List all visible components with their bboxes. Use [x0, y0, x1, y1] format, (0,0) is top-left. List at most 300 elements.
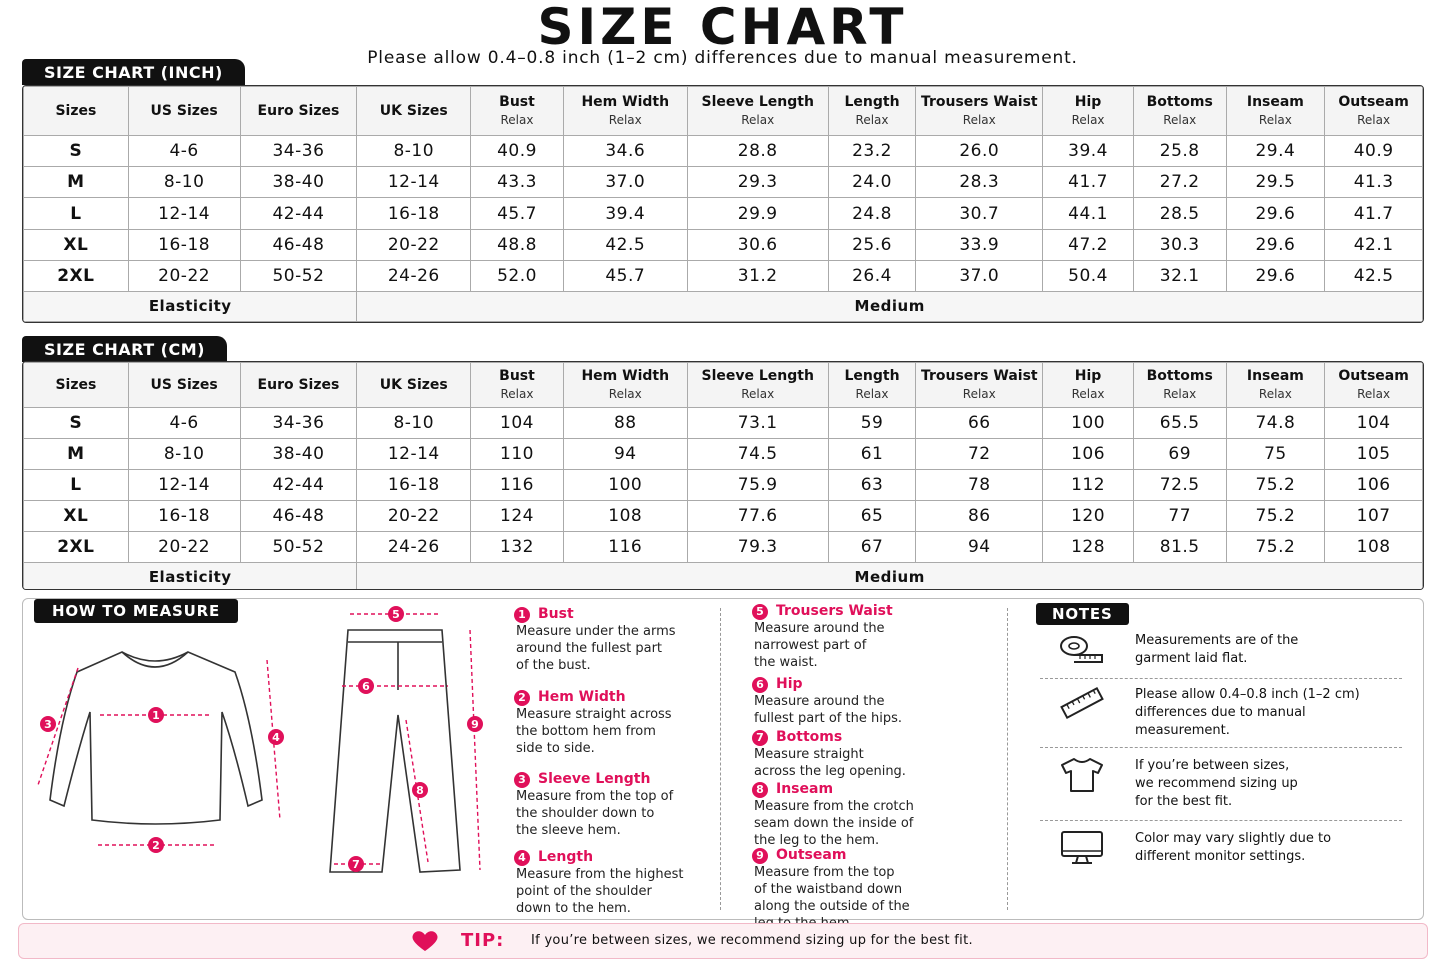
column-header-sub: Relax — [1258, 387, 1292, 401]
table-cell: 105 — [1325, 439, 1423, 470]
note-line: measurement. — [1135, 723, 1230, 738]
table-cell: 26.4 — [828, 260, 916, 291]
table-cell: 12-14 — [357, 167, 471, 198]
note-line: Color may vary slightly due to — [1135, 831, 1332, 846]
table-cell: 8-10 — [357, 408, 471, 439]
table-cell: 45.7 — [563, 260, 687, 291]
step-description: the bottom hem from — [516, 724, 656, 739]
note-line: garment laid flat. — [1135, 651, 1248, 666]
table-cell: 8-10 — [128, 439, 240, 470]
measure-step-outseam — [752, 847, 910, 932]
table-cell: 65.5 — [1133, 408, 1226, 439]
column-header-title: Hip — [1074, 94, 1102, 111]
column-header-sub: Relax — [500, 113, 534, 128]
note-separator — [1040, 820, 1402, 821]
step-description: of the bust. — [516, 658, 591, 673]
step-description: point of the shoulder — [516, 884, 652, 899]
tshirt-icon — [1058, 757, 1106, 797]
step-description: the leg to the hem. — [754, 833, 880, 848]
step-description: narrowest part of — [754, 638, 867, 653]
note-line: different monitor settings. — [1135, 849, 1306, 864]
table-cell: 32.1 — [1133, 260, 1226, 291]
table-cell: 65 — [828, 501, 916, 532]
table-cell: 52.0 — [471, 260, 564, 291]
column-header-title: Sleeve Length — [701, 94, 814, 111]
step-description: Measure around the — [754, 621, 885, 636]
table-cell: 39.4 — [1043, 136, 1134, 167]
column-header-sub: Relax — [741, 113, 775, 128]
measure-step-inseam — [752, 781, 914, 849]
diagram-number-8: 8 — [416, 784, 424, 797]
table-cell: 29.6 — [1226, 198, 1325, 229]
column-header — [687, 87, 828, 136]
table-cell: 42-44 — [240, 198, 357, 229]
note-line: differences due to manual — [1135, 705, 1306, 720]
step-title: Bust — [538, 606, 574, 622]
step-number: 6 — [752, 677, 768, 693]
table-header-row — [24, 363, 1423, 408]
table-cell: 42.5 — [1325, 260, 1423, 291]
column-header — [24, 363, 129, 408]
diagram-number-6: 6 — [362, 680, 370, 693]
table-cell: 43.3 — [471, 167, 564, 198]
table-cell: 28.3 — [916, 167, 1043, 198]
step-number: 5 — [752, 604, 768, 620]
table-cell: 66 — [916, 408, 1043, 439]
table-cell: 42-44 — [240, 470, 357, 501]
table-cell: 42.1 — [1325, 229, 1423, 260]
step-description: the sleeve hem. — [516, 823, 621, 838]
outseam-line — [470, 630, 480, 870]
table-cell: 8-10 — [128, 167, 240, 198]
column-header-sub: Relax — [1071, 387, 1105, 401]
diagram-number-5: 5 — [392, 608, 400, 621]
step-description: the shoulder down to — [516, 806, 655, 821]
table-cell: 34.6 — [563, 136, 687, 167]
table-cell: 94 — [563, 439, 687, 470]
table-cell: 20-22 — [128, 532, 240, 563]
table-cell: 132 — [471, 532, 564, 563]
table-cell: 128 — [1043, 532, 1134, 563]
table-cell: 40.9 — [471, 136, 564, 167]
measure-step-bust — [514, 606, 676, 674]
table-cell: 94 — [916, 532, 1043, 563]
table-row — [24, 229, 1423, 260]
column-header — [687, 363, 828, 408]
table-cell: 63 — [828, 470, 916, 501]
measure-step-trousers-waist — [752, 603, 893, 671]
table-cell: 75 — [1226, 439, 1325, 470]
diagram-number-4: 4 — [272, 731, 280, 744]
step-title: Length — [538, 849, 594, 865]
column-header-title: Bottoms — [1146, 94, 1213, 111]
page-title: SIZE CHART — [537, 0, 908, 56]
table-cell: 44.1 — [1043, 198, 1134, 229]
page-subtitle: Please allow 0.4–0.8 inch (1–2 cm) differences due to manual measurement. — [367, 48, 1078, 68]
table-cell: 61 — [828, 439, 916, 470]
column-header — [357, 87, 471, 136]
table-row — [24, 260, 1423, 291]
step-description: seam down the inside of — [754, 816, 914, 831]
table-row — [24, 198, 1423, 229]
column-header-sub: Relax — [608, 113, 642, 128]
table-cell: 29.6 — [1226, 260, 1325, 291]
table-cell: 24-26 — [357, 532, 471, 563]
heart-icon — [411, 930, 439, 952]
column-header-title: Length — [844, 368, 900, 384]
table-cell: 29.9 — [687, 198, 828, 229]
table-cell: 108 — [563, 501, 687, 532]
column-header — [471, 363, 564, 408]
step-number: 9 — [752, 848, 768, 864]
step-description: Measure under the arms — [516, 624, 676, 639]
column-header — [563, 363, 687, 408]
size-cell: M — [24, 167, 129, 198]
step-number: 7 — [752, 730, 768, 746]
tip-text: If you’re between sizes, we recommend sizing up for the best fit. — [531, 933, 973, 948]
step-description: Measure from the crotch — [754, 799, 914, 814]
diagram-number-9: 9 — [471, 718, 479, 731]
column-header — [1226, 363, 1325, 408]
step-number: 4 — [514, 850, 530, 866]
table-cell: 67 — [828, 532, 916, 563]
elasticity-row — [24, 563, 1423, 591]
step-description: fullest part of the hips. — [754, 711, 902, 726]
step-title: Outseam — [776, 847, 847, 863]
table-cell: 16-18 — [357, 470, 471, 501]
column-header-title: Bust — [499, 368, 535, 384]
column-header — [1133, 363, 1226, 408]
note-separator — [1040, 678, 1402, 679]
table-cell: 50.4 — [1043, 260, 1134, 291]
table-cell: 116 — [471, 470, 564, 501]
monitor-icon — [1058, 830, 1106, 870]
column-header-sub: Relax — [1163, 113, 1197, 128]
table-row — [24, 532, 1423, 563]
column-header-title: Euro Sizes — [257, 103, 340, 120]
step-description: down to the hem. — [516, 901, 631, 916]
diagram-number-1: 1 — [152, 709, 160, 722]
tip-label: TIP: — [461, 930, 505, 951]
table-cell: 33.9 — [916, 229, 1043, 260]
table-cell: 29.3 — [687, 167, 828, 198]
column-header-title: Hem Width — [581, 368, 670, 384]
ruler-icon — [1058, 686, 1106, 726]
shirt-outline — [50, 652, 262, 824]
step-description: across the leg opening. — [754, 764, 906, 779]
table-cell: 86 — [916, 501, 1043, 532]
table-cell: 4-6 — [128, 408, 240, 439]
size-cell: L — [24, 198, 129, 229]
note-text — [1135, 686, 1395, 740]
note-line: Please allow 0.4–0.8 inch (1–2 cm) — [1135, 687, 1360, 702]
note-text — [1135, 757, 1395, 811]
column-header-sub: Relax — [1163, 387, 1197, 401]
column-header-title: US Sizes — [150, 377, 218, 393]
table-cell: 100 — [1043, 408, 1134, 439]
table-cell: 116 — [563, 532, 687, 563]
diagram-number-7: 7 — [352, 858, 360, 871]
step-title: Bottoms — [776, 729, 843, 745]
size-cell: 2XL — [24, 260, 129, 291]
table-cell: 27.2 — [1133, 167, 1226, 198]
column-header — [357, 363, 471, 408]
column-header-title: Trousers Waist — [920, 94, 1038, 111]
table-header-row — [24, 87, 1423, 136]
table-cell: 77 — [1133, 501, 1226, 532]
step-title: Hem Width — [538, 689, 626, 705]
how-to-measure-tab: HOW TO MEASURE — [34, 599, 238, 623]
elasticity-label: Elasticity — [24, 291, 357, 321]
column-header-title: Outseam — [1338, 368, 1409, 384]
table-cell: 59 — [828, 408, 916, 439]
step-number: 2 — [514, 690, 530, 706]
table-cell: 104 — [1325, 408, 1423, 439]
column-header-sub: Relax — [1258, 113, 1292, 128]
column-header — [240, 363, 357, 408]
table-cell: 110 — [471, 439, 564, 470]
size-cell: S — [24, 408, 129, 439]
table-cell: 38-40 — [240, 439, 357, 470]
table-cell: 74.8 — [1226, 408, 1325, 439]
column-header — [828, 87, 916, 136]
table-row — [24, 408, 1423, 439]
table-cell: 72.5 — [1133, 470, 1226, 501]
notes-divider — [1007, 608, 1008, 910]
column-header-title: Bottoms — [1146, 368, 1213, 384]
table-cell: 42.5 — [563, 229, 687, 260]
table-cell: 26.0 — [916, 136, 1043, 167]
table-cell: 20-22 — [357, 229, 471, 260]
note-line: for the best fit. — [1135, 794, 1233, 809]
column-header — [916, 87, 1043, 136]
elasticity-value: Medium — [357, 291, 1423, 321]
notes-tab: NOTES — [1036, 603, 1129, 625]
table-cell: 41.7 — [1043, 167, 1134, 198]
step-description: Measure straight across — [516, 707, 672, 722]
cm-size-table — [22, 361, 1424, 590]
table-row — [24, 136, 1423, 167]
note-line: Measurements are of the — [1135, 633, 1299, 648]
table-cell: 30.7 — [916, 198, 1043, 229]
step-description: Measure straight — [754, 747, 864, 762]
column-header — [916, 363, 1043, 408]
inch-size-table — [22, 85, 1424, 323]
column-header — [563, 87, 687, 136]
column-header — [471, 87, 564, 136]
column-header-sub: Relax — [855, 113, 889, 128]
table-cell: 20-22 — [128, 260, 240, 291]
column-header — [1226, 87, 1325, 136]
column-header-title: Euro Sizes — [257, 377, 340, 393]
column-header-title: UK Sizes — [379, 377, 448, 393]
column-header-sub: Relax — [855, 387, 889, 401]
table-cell: 47.2 — [1043, 229, 1134, 260]
table-cell: 39.4 — [563, 198, 687, 229]
size-cell: S — [24, 136, 129, 167]
column-header — [128, 87, 240, 136]
step-number: 3 — [514, 772, 530, 788]
table-cell: 20-22 — [357, 501, 471, 532]
table-cell: 41.7 — [1325, 198, 1423, 229]
table-cell: 78 — [916, 470, 1043, 501]
column-header — [1133, 87, 1226, 136]
step-description: along the outside of the — [754, 899, 910, 914]
table-cell: 73.1 — [687, 408, 828, 439]
column-header-sub: Relax — [608, 387, 642, 401]
table-cell: 25.8 — [1133, 136, 1226, 167]
steps-divider — [720, 608, 721, 910]
table-cell: 29.6 — [1226, 229, 1325, 260]
step-title: Sleeve Length — [538, 771, 651, 787]
column-header-title: Inseam — [1246, 94, 1304, 111]
diagram-number-3: 3 — [44, 718, 52, 731]
table-cell: 74.5 — [687, 439, 828, 470]
table-cell: 37.0 — [916, 260, 1043, 291]
size-cell: XL — [24, 501, 129, 532]
table-cell: 28.8 — [687, 136, 828, 167]
table-cell: 8-10 — [357, 136, 471, 167]
table-cell: 69 — [1133, 439, 1226, 470]
table-cell: 124 — [471, 501, 564, 532]
table-cell: 107 — [1325, 501, 1423, 532]
table-cell: 40.9 — [1325, 136, 1423, 167]
column-header-title: Bust — [499, 94, 535, 111]
table-cell: 30.6 — [687, 229, 828, 260]
table-cell: 38-40 — [240, 167, 357, 198]
table-cell: 30.3 — [1133, 229, 1226, 260]
column-header-title: Hip — [1074, 368, 1102, 384]
table-cell: 24-26 — [357, 260, 471, 291]
step-description: of the waistband down — [754, 882, 903, 897]
column-header-title: Sleeve Length — [701, 368, 814, 384]
note-text — [1135, 830, 1395, 866]
table-cell: 88 — [563, 408, 687, 439]
column-header-sub: Relax — [500, 387, 534, 401]
table-cell: 31.2 — [687, 260, 828, 291]
pants-outline — [330, 630, 460, 872]
column-header-title: Length — [844, 94, 900, 111]
cm-chart-tab: SIZE CHART (CM) — [22, 336, 227, 362]
table-cell: 75.2 — [1226, 470, 1325, 501]
note-line: If you’re between sizes, — [1135, 758, 1290, 773]
column-header — [24, 87, 129, 136]
inch-chart-tab: SIZE CHART (INCH) — [22, 59, 245, 85]
column-header — [828, 363, 916, 408]
table-cell: 24.8 — [828, 198, 916, 229]
pants-diagram — [320, 600, 500, 890]
column-header-title: US Sizes — [150, 103, 218, 120]
table-row — [24, 501, 1423, 532]
tip-banner — [18, 923, 1428, 959]
table-cell: 16-18 — [128, 501, 240, 532]
table-cell: 81.5 — [1133, 532, 1226, 563]
column-header-title: Inseam — [1246, 368, 1304, 384]
table-cell: 16-18 — [357, 198, 471, 229]
step-number: 8 — [752, 782, 768, 798]
measuring-tape-icon — [1058, 632, 1106, 672]
table-cell: 75.2 — [1226, 532, 1325, 563]
measure-step-bottoms — [752, 729, 906, 780]
column-header — [1325, 87, 1423, 136]
table-cell: 24.0 — [828, 167, 916, 198]
step-title: Hip — [776, 676, 803, 692]
size-cell: 2XL — [24, 532, 129, 563]
table-cell: 46-48 — [240, 501, 357, 532]
table-cell: 120 — [1043, 501, 1134, 532]
note-text — [1135, 632, 1395, 668]
table-cell: 48.8 — [471, 229, 564, 260]
table-cell: 45.7 — [471, 198, 564, 229]
step-description: Measure from the top — [754, 865, 895, 880]
elasticity-label: Elasticity — [24, 563, 357, 591]
table-cell: 46-48 — [240, 229, 357, 260]
table-cell: 12-14 — [128, 198, 240, 229]
column-header-title: Outseam — [1338, 94, 1409, 111]
table-cell: 112 — [1043, 470, 1134, 501]
table-row — [24, 167, 1423, 198]
measure-step-length — [514, 849, 683, 917]
table-cell: 100 — [563, 470, 687, 501]
step-description: Measure around the — [754, 694, 885, 709]
note-line: we recommend sizing up — [1135, 776, 1298, 791]
table-cell: 16-18 — [128, 229, 240, 260]
table-cell: 77.6 — [687, 501, 828, 532]
table-cell: 50-52 — [240, 532, 357, 563]
step-description: around the fullest part — [516, 641, 663, 656]
table-cell: 34-36 — [240, 408, 357, 439]
column-header — [128, 363, 240, 408]
column-header — [240, 87, 357, 136]
table-cell: 23.2 — [828, 136, 916, 167]
table-cell: 75.2 — [1226, 501, 1325, 532]
column-header — [1043, 363, 1134, 408]
step-title: Trousers Waist — [776, 603, 893, 619]
table-cell: 28.5 — [1133, 198, 1226, 229]
table-cell: 12-14 — [357, 439, 471, 470]
elasticity-row — [24, 291, 1423, 321]
column-header-title: UK Sizes — [379, 103, 448, 120]
column-header-title: Hem Width — [581, 94, 670, 111]
column-header-sub: Relax — [1357, 387, 1391, 401]
step-description: Measure from the highest — [516, 867, 684, 882]
measure-step-hem-width — [514, 689, 672, 757]
column-header — [1325, 363, 1423, 408]
step-description: side to side. — [516, 741, 595, 756]
table-cell: 41.3 — [1325, 167, 1423, 198]
step-title: Inseam — [776, 781, 834, 797]
table-cell: 34-36 — [240, 136, 357, 167]
column-header-sub: Relax — [962, 387, 996, 401]
measure-step-sleeve-length — [514, 771, 673, 839]
table-row — [24, 470, 1423, 501]
table-cell: 75.9 — [687, 470, 828, 501]
table-cell: 29.5 — [1226, 167, 1325, 198]
size-cell: M — [24, 439, 129, 470]
elasticity-value: Medium — [357, 563, 1423, 591]
table-cell: 4-6 — [128, 136, 240, 167]
table-row — [24, 439, 1423, 470]
table-cell: 50-52 — [240, 260, 357, 291]
table-cell: 29.4 — [1226, 136, 1325, 167]
table-cell: 12-14 — [128, 470, 240, 501]
column-header-sub: Relax — [1357, 113, 1391, 128]
step-description: the waist. — [754, 655, 818, 670]
step-number: 1 — [514, 607, 530, 623]
size-cell: XL — [24, 229, 129, 260]
table-cell: 25.6 — [828, 229, 916, 260]
table-cell: 72 — [916, 439, 1043, 470]
